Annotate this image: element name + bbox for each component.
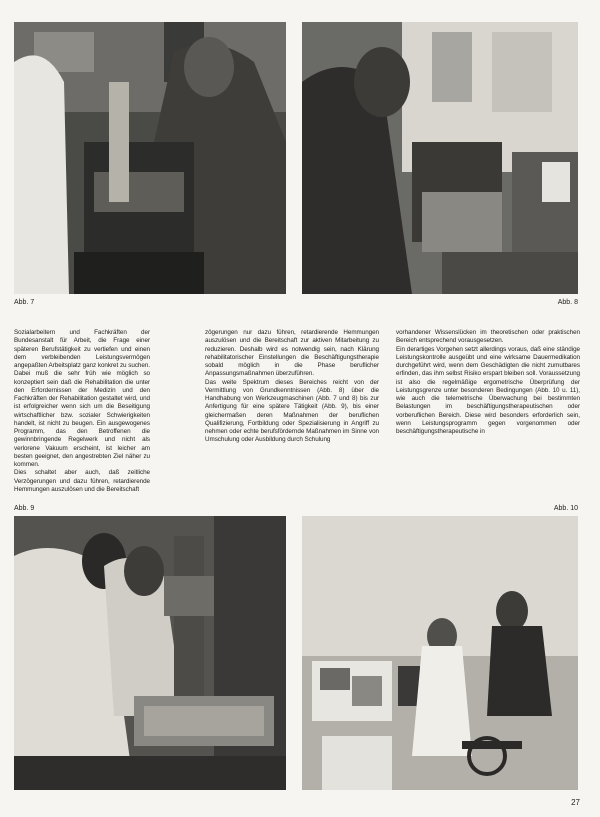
text-column-2 (205, 329, 379, 445)
paragraph: Ein derartiges Vorgehen setzt allerdings voraus, daß eine ständige Leistungskontrolle ausgeübt und eine wirksame Dauermedikation durchgeführt wird, wenn dem Geschädigten die nicht zumutbares erfinden, das ihm selbst Risiko erspart bleiben soll. Voraussetzung ist also die regelmäßige ergometrische Überprüfung der Leistungsgrenze unter besonderen Bedingungen (Abb. 10 u. 11), wie auch die telemetrische Überwachung bei bestimmten Belastungen im beschäftigungstherapeutischen oder vorberuflichen Bereich. Diese wird besonders erforderlich sein, wenn Leistungsprogramm gegen vorgenommen oder beschäftigungstherapeutische in (396, 345, 580, 435)
page-number: 27 (571, 798, 580, 807)
paragraph: Sozialarbeitern und Fachkräften der Bundesanstalt für Arbeit, die Frage einer späteren Berufstätigkeit zu vertiefen und einen dem verbleibenden Leistungsvermögen angepaßten Arbeitsplatz ganz konkret zu suchen. Dabei muß die sehr früh wie möglich so konzeptiert sein daß die Rehabilitation die unter den Erfordernissen der Medizin und den Fachkräften der Rehabilitation gestaltet wird, und ist erfolgreicher wenn sich um die Beseitigung wirtschaftlicher bzw. sozialer Schwierigkeiten handelt, ist nicht zu beugen. Ein ausgewogenes Programm, das den Betroffenen die gewinnbringende Regelwerk und nicht als verlorene Vakuum erscheint, ist leicher am besten geeignet, den angestrebten Ziel näher zu kommen. (14, 329, 150, 468)
paragraph: Dies schaltet aber auch, daß zeitliche Verzögerungen und dazu führen, retardierende Hemmungen auszulösen und die Bereitschaft (14, 469, 150, 493)
caption-abb-7: Abb. 7 (14, 299, 35, 306)
paragraph: Das weite Spektrum dieses Bereiches reicht von der Vermittlung von Grundkenntnissen (Abb. 8) über die Handhabung von Werkzeugmaschinen (Abb. 7 und 8) bis zur Anfertigung für eine spätere Tätigkeit (Abb. 9), bis einer gleichermaßen deren Maßnahmen der beruflichen Qualifizierung, Fortbildung oder Spezialisierung in Angriff zu nehmen oder echte berufsfördernde Maßnahmen im Sinne von Umschulung oder Ausbildung durch Schulung (205, 378, 379, 444)
ergometer-photo (302, 516, 578, 790)
drill-press-photo (14, 516, 286, 790)
caption-abb-8: Abb. 8 (557, 299, 578, 306)
photo-abb-8 (302, 22, 578, 294)
workshop-machine-photo (14, 22, 286, 294)
photo-abb-7 (14, 22, 286, 294)
text-column-1 (14, 329, 150, 494)
photo-abb-10 (302, 516, 578, 790)
caption-abb-9: Abb. 9 (14, 505, 35, 512)
photo-abb-9 (14, 516, 286, 790)
text-column-3 (396, 329, 580, 436)
control-panel-photo (302, 22, 578, 294)
paragraph: zögerungen nur dazu führen, retardierende Hemmungen auszulösen und die Bereitschaft zur aktiven Mitarbeitung zu reduzieren. Deshalb wird es notwendig sein, nach Klärung rehabilitatorischer Einstellungen die Beschäftigungstherapie sobald möglich in die Phase beruflicher Anpassungsmaßnahmen überzuführen. (205, 329, 379, 378)
paragraph: vorhandener Wissenslücken im theoretischen oder praktischen Bereich entsprechend vorausgesetzen. (396, 329, 580, 345)
caption-abb-10: Abb. 10 (553, 505, 578, 512)
